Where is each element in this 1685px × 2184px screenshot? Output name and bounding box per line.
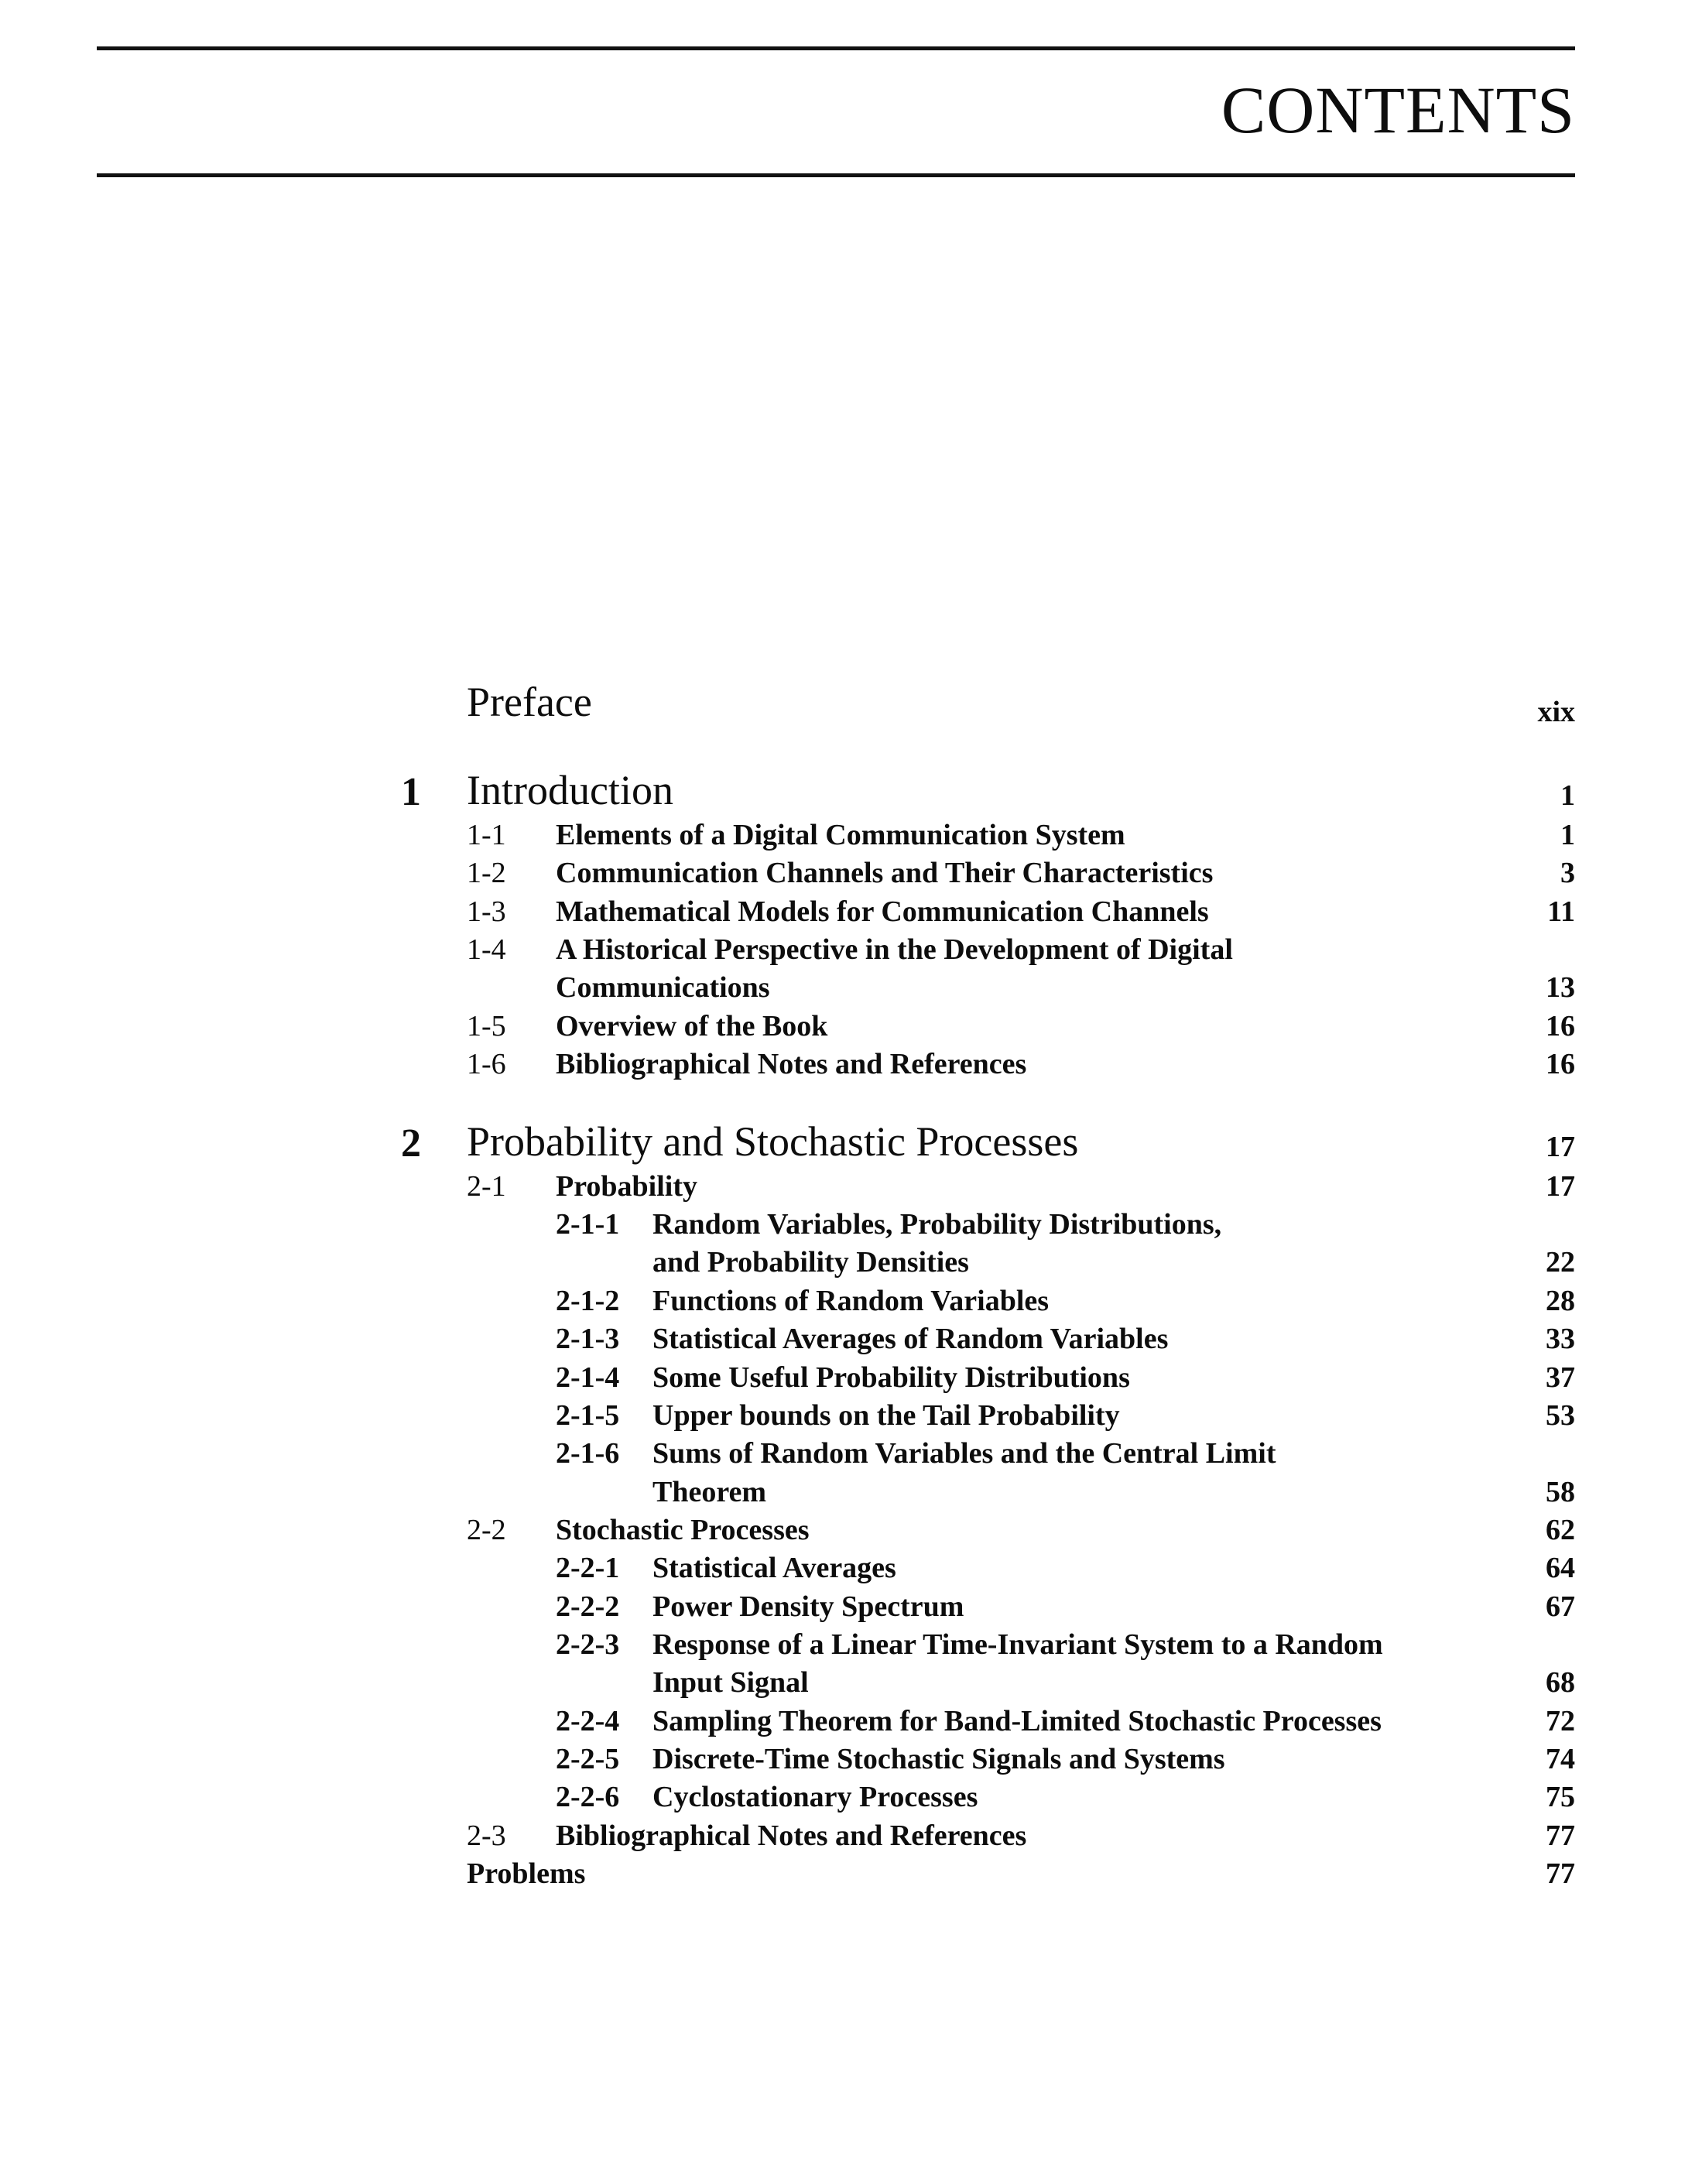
section-title: Probability <box>556 1170 697 1203</box>
subsection-page: 68 <box>1546 1666 1575 1699</box>
chapter-number: 2 <box>401 1121 421 1166</box>
section-number: 1-6 <box>467 1048 506 1080</box>
subsection-page: 58 <box>1546 1476 1575 1508</box>
subsection-title-line1: Sums of Random Variables and the Central Limit <box>652 1437 1276 1470</box>
subsection-title: Upper bounds on the Tail Probability <box>652 1399 1120 1432</box>
section-number: 1-1 <box>467 819 506 851</box>
subsection-title-line1: Response of a Linear Time-Invariant System to a Random <box>652 1628 1383 1661</box>
subsection-number: 2-1-5 <box>556 1399 620 1432</box>
subsection-title-line2: Theorem <box>652 1476 767 1508</box>
chapter-title: Introduction <box>467 767 673 813</box>
subsection-title: Sampling Theorem for Band-Limited Stochastic Processes <box>652 1705 1382 1737</box>
subsection-title-line2: and Probability Densities <box>652 1246 969 1279</box>
section-title: Mathematical Models for Communication Channels <box>556 895 1209 928</box>
subsection-title: Power Density Spectrum <box>652 1590 964 1623</box>
top-rule <box>97 46 1575 50</box>
section-page: 16 <box>1546 1010 1575 1042</box>
subsection-title: Some Useful Probability Distributions <box>652 1361 1130 1394</box>
subsection-number: 2-1-1 <box>556 1208 620 1241</box>
section-page: 1 <box>1560 819 1575 851</box>
bottom-rule <box>97 173 1575 177</box>
subsection-number: 2-1-4 <box>556 1361 620 1394</box>
subsection-title: Discrete-Time Stochastic Signals and Systems <box>652 1743 1225 1775</box>
section-page: 62 <box>1546 1514 1575 1546</box>
subsection-title-line2: Input Signal <box>652 1666 809 1699</box>
subsection-number: 2-2-3 <box>556 1628 620 1661</box>
subsection-page: 74 <box>1546 1743 1575 1775</box>
section-number: 1-5 <box>467 1010 506 1042</box>
problems-page: 77 <box>1546 1857 1575 1890</box>
section-page: 3 <box>1560 857 1575 889</box>
section-page: 16 <box>1546 1048 1575 1080</box>
section-page: 13 <box>1546 971 1575 1004</box>
section-title: Bibliographical Notes and References <box>556 1819 1027 1852</box>
section-title: Elements of a Digital Communication System <box>556 819 1125 851</box>
subsection-page: 72 <box>1546 1705 1575 1737</box>
subsection-page: 28 <box>1546 1285 1575 1317</box>
section-number: 2-2 <box>467 1514 506 1546</box>
problems-title: Problems <box>467 1857 586 1890</box>
chapter-page: 1 <box>1560 779 1575 812</box>
section-number: 1-2 <box>467 857 506 889</box>
subsection-number: 2-1-3 <box>556 1323 620 1355</box>
subsection-title: Statistical Averages <box>652 1552 896 1584</box>
section-number: 2-3 <box>467 1819 506 1852</box>
chapter-title: Probability and Stochastic Processes <box>467 1118 1079 1165</box>
subsection-page: 64 <box>1546 1552 1575 1584</box>
subsection-page: 75 <box>1546 1781 1575 1813</box>
section-title-line2: Communications <box>556 971 770 1004</box>
chapter-page: 17 <box>1546 1131 1575 1163</box>
section-page: 11 <box>1547 895 1575 928</box>
section-title: Communication Channels and Their Characteristics <box>556 857 1214 889</box>
section-number: 2-1 <box>467 1170 506 1203</box>
subsection-number: 2-2-6 <box>556 1781 620 1813</box>
subsection-title: Statistical Averages of Random Variables <box>652 1323 1169 1355</box>
subsection-title-line1: Random Variables, Probability Distributions, <box>652 1208 1222 1241</box>
section-title: Stochastic Processes <box>556 1514 810 1546</box>
subsection-page: 22 <box>1546 1246 1575 1279</box>
preface-title: Preface <box>467 679 592 725</box>
section-number: 1-4 <box>467 933 506 966</box>
subsection-number: 2-1-2 <box>556 1285 620 1317</box>
subsection-number: 2-2-2 <box>556 1590 620 1623</box>
subsection-number: 2-2-1 <box>556 1552 620 1584</box>
section-page: 77 <box>1546 1819 1575 1852</box>
subsection-number: 2-2-4 <box>556 1705 620 1737</box>
preface-page: xix <box>1537 696 1575 728</box>
section-title: Overview of the Book <box>556 1010 828 1042</box>
subsection-title: Cyclostationary Processes <box>652 1781 978 1813</box>
section-title-line1: A Historical Perspective in the Development of Digital <box>556 933 1233 966</box>
subsection-number: 2-2-5 <box>556 1743 620 1775</box>
chapter-number: 1 <box>401 770 421 814</box>
subsection-page: 53 <box>1546 1399 1575 1432</box>
page-title: CONTENTS <box>1221 73 1575 147</box>
subsection-title: Functions of Random Variables <box>652 1285 1050 1317</box>
section-title: Bibliographical Notes and References <box>556 1048 1027 1080</box>
subsection-page: 33 <box>1546 1323 1575 1355</box>
section-number: 1-3 <box>467 895 506 928</box>
subsection-page: 67 <box>1546 1590 1575 1623</box>
section-page: 17 <box>1546 1170 1575 1203</box>
subsection-page: 37 <box>1546 1361 1575 1394</box>
subsection-number: 2-1-6 <box>556 1437 620 1470</box>
